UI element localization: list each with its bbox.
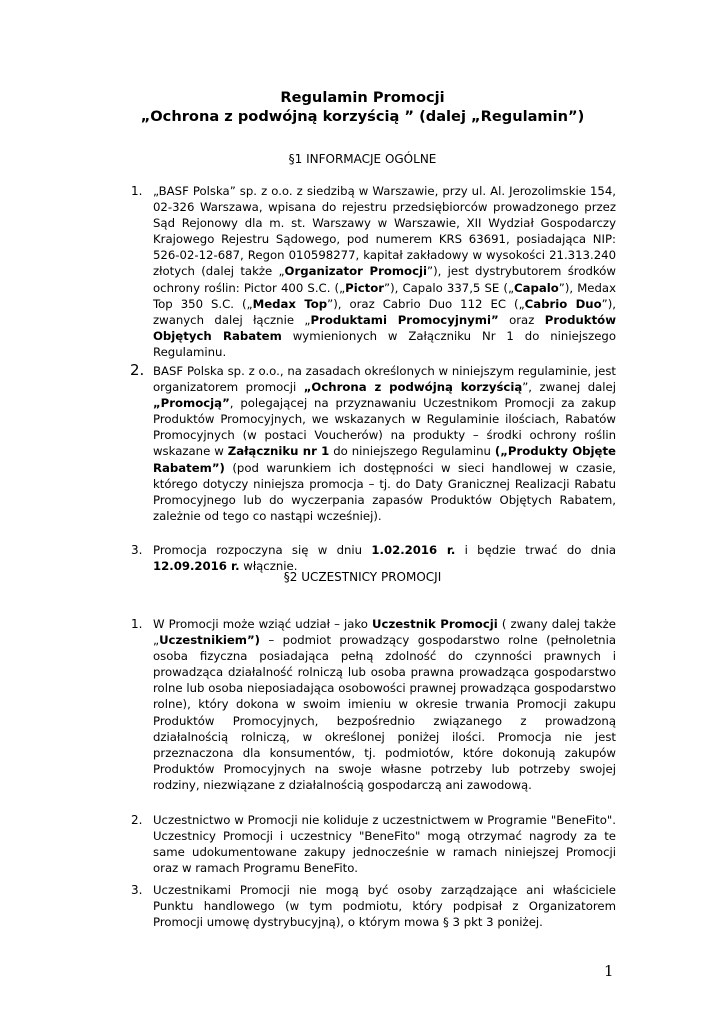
item-number: 1. — [131, 617, 143, 631]
item-text — [153, 882, 616, 930]
bold-text-run: („Produkty Objęte Rabatem”) — [153, 444, 616, 475]
bold-text-run: Uczestnik Promocji — [372, 617, 498, 631]
section-heading: §1 INFORMACJE OGÓLNE — [288, 152, 437, 166]
item-text — [153, 363, 616, 524]
text-run: ( zwany dalej także „ — [153, 617, 616, 648]
text-run: W Promocji może wziąć udział – jako — [153, 617, 373, 631]
item-text — [153, 183, 616, 360]
text-run: i będzie trwać do dnia — [455, 543, 616, 557]
item-text — [153, 616, 616, 793]
text-run: ”), Capalo 337,5 SE („ — [384, 280, 514, 295]
text-run: ”, zwanej dalej — [522, 380, 616, 395]
document-subtitle: „Ochrona z podwójną korzyścią ” (dalej „Regulamin”) — [140, 108, 585, 125]
text-run: „BASF Polska” sp. z o.o. z siedzibą w Warszawie, przy ul. Al. Jerozolimskie 154, 02-326 Warszawa, wpisana do rejestru przedsiębiorców prowadzonego przez Sąd Rejonowy dla m. st. Warszawy w Warszawie, XII Wydział Gospodarczy Krajowego Rejestru Sądowego, pod numerem KRS 63691, posiadająca NIP: 526-02-12-687, Regon 010598277, kapitał zakładowy w wysokości 21.313.240 złotych (dalej także „ — [153, 184, 616, 279]
text-run: do niniejszego Regulaminu — [329, 444, 495, 459]
text-run: (pod warunkiem ich dostępności w sieci handlowej w czasie, którego dotyczy niniejsza promocja – tj. do Daty Granicznej Realizacji Rabatu Promocyjnego lub do wyczerpania zapasów Produktów Objętych Rabatem, zależnie od tego co nastąpi wcześniej). — [153, 460, 616, 523]
bold-text-run: Produktów Objętych Rabatem — [153, 312, 616, 343]
text-run: Uczestnictwo w Promocji nie koliduje z uczestnictwem w Programie "BeneFito". Uczestnicy Promocji i uczestnicy "BeneFito" mogą otrzymać nagrody za te same udokumentowane zakupy jednocześnie w ramach niniejszej Promocji oraz w ramach Programu BeneFito. — [153, 813, 616, 876]
text-run: Uczestnikami Promocji nie mogą być osoby zarządzające ani właściciele Punktu handlowego (w tym podmiotu, który podpisał z Organizatorem Promocji umowę dystrybucyjną), o którym mowa § 3 pkt 3 poniżej. — [153, 883, 616, 930]
bold-text-run: Cabrio Duo — [524, 296, 602, 311]
bold-text-run: 12.09.2016 r. — [153, 559, 240, 574]
item-text — [153, 812, 616, 876]
text-run: ”), oraz Cabrio Duo 112 EC („ — [327, 296, 525, 311]
bold-text-run: Capalo — [514, 280, 559, 295]
text-run: Promocja rozpoczyna się w dniu — [153, 543, 372, 557]
document-title: Regulamin Promocji — [280, 89, 445, 106]
text-run: ”), Medax Top 350 S.C. („ — [153, 280, 616, 311]
page-number: 1 — [604, 962, 614, 980]
bold-text-run: „Ochrona z podwójną korzyścią — [303, 380, 523, 395]
text-run: , polegającej na przyznawaniu Uczestnikom Promocji za zakup Produktów Promocyjnych, we wskazanych w Regulaminie ilościach, Rabatów Promocyjnych (w postaci Voucherów) na produkty – środki ochrony roślin wskazane w — [153, 396, 616, 459]
bold-text-run: 1.02.2016 r. — [371, 543, 456, 557]
bold-text-run: Załączniku nr 1 — [227, 444, 330, 459]
bold-text-run: Produktami Promocyjnymi” — [310, 312, 499, 327]
item-number: 3. — [131, 543, 143, 557]
bold-text-run: Organizator Promocji — [284, 264, 428, 279]
item-number: 1. — [131, 184, 143, 198]
bold-text-run: „Promocją” — [153, 396, 230, 411]
text-run: BASF Polska sp. z o.o., na zasadach określonych w niniejszym regulaminie, jest organizatorem promocji — [153, 364, 616, 395]
bold-text-run: Medax Top — [252, 296, 328, 311]
text-run: – podmiot prowadzący gospodarstwo rolne (pełnoletnia osoba fizyczna posiadająca pełną zdolność do czynności prawnych i prowadząca działalność rolniczą lub osoba prawna prowadząca gospodarstwo rolne lub osoba nieposiadająca osobowości prawnej prowadząca gospodarstwo rolne), który dokona w swoim imieniu w okresie trwania Promocji zakupu Produktów Promocyjnych, bezpośrednio związanego z prowadzoną działalnością rolniczą, w określonej poniżej ilości. Promocja nie jest przeznaczona dla konsumentów, tj. podmiotów, które dokonują zakupów Produktów Promocyjnych na swoje własne potrzeby lub potrzeby swojej rodziny, niezwiązane z działalnością gospodarczą ani zawodową. — [153, 633, 616, 792]
text-run: ”), zwanych dalej łącznie „ — [153, 296, 616, 327]
bold-text-run: Uczestnikiem”) — [159, 633, 260, 648]
text-run: wymienionych w Załączniku Nr 1 do niniejszego Regulaminu. — [153, 328, 616, 359]
item-number: 3. — [131, 883, 143, 897]
section-heading: §2 UCZESTNICY PROMOCJI — [283, 570, 442, 584]
text-run: włącznie. — [239, 559, 298, 574]
text-run: ”), jest dystrybutorem środków ochrony roślin: Pictor 400 S.C. („ — [153, 264, 616, 295]
bold-text-run: Pictor — [345, 280, 385, 295]
item-number: 2. — [130, 361, 145, 379]
item-number: 2. — [131, 813, 143, 827]
text-run: oraz — [498, 312, 545, 327]
